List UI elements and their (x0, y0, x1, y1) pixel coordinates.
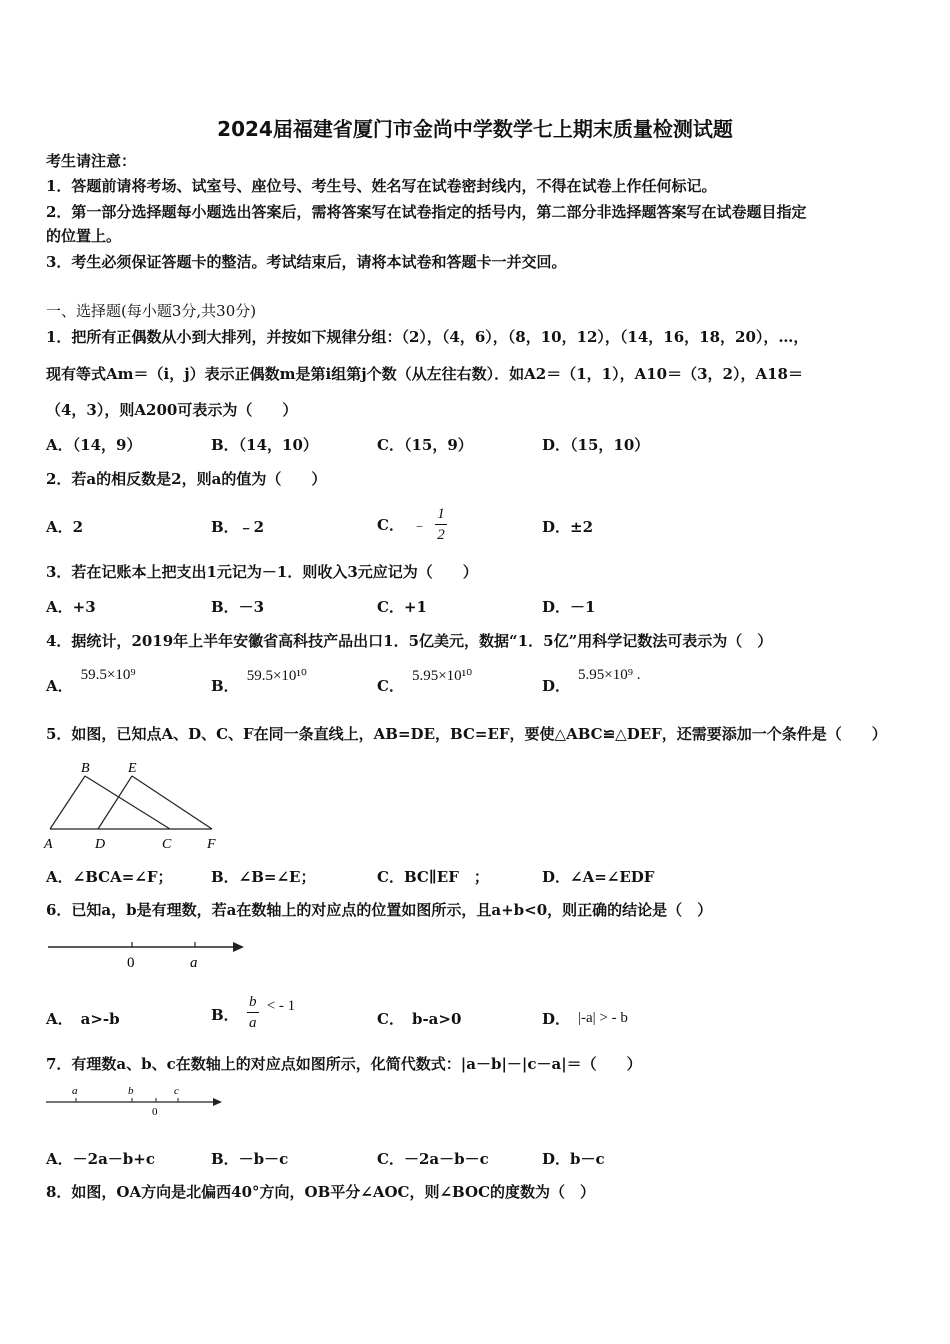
option-value: 5.95×10⁹ . (578, 667, 641, 683)
option-value-rest: < - 1 (266, 998, 296, 1014)
option-value: 59.5×10¹⁰ (246, 668, 307, 684)
option-value: a>-b (80, 1009, 120, 1028)
q1-option-d[interactable]: D．（15，10） (542, 436, 650, 454)
option-label: B． (211, 1006, 239, 1024)
q2-option-c-sign: ﹣ (411, 518, 427, 534)
fraction-denominator: 2 (437, 527, 445, 543)
axis-label-zero: 0 (127, 955, 135, 971)
q7-options (46, 1148, 906, 1172)
fraction-bar (435, 524, 447, 525)
axis-label-a: a (72, 1085, 78, 1097)
notice-header: 考生请注意： (46, 152, 137, 170)
label-c: C (162, 837, 172, 852)
notice-item-2-cont: 的位置上。 (46, 227, 122, 245)
q6-option-d[interactable] (542, 1008, 628, 1029)
axis-label-zero: 0 (152, 1106, 158, 1118)
q1-options (46, 434, 906, 458)
q4-option-b[interactable] (211, 668, 307, 696)
q2-options (46, 506, 906, 546)
option-value: |-a| > - b (578, 1010, 628, 1026)
notice-item-3: 3．考生必须保证答题卡的整洁。考试结束后，请将本试卷和答题卡一并交回。 (46, 253, 567, 271)
q2-option-d[interactable]: D．±2 (542, 518, 594, 536)
q1-line-1: 1．把所有正偶数从小到大排列，并按如下规律分组：（2），（4，6），（8，10，12），（14，16，18，20），…， (46, 328, 809, 346)
segment-ab (50, 776, 85, 829)
q6-option-b-fraction (247, 994, 259, 1031)
option-value: b-a>0 (411, 1009, 462, 1028)
q7-option-b[interactable]: B．－b－c (211, 1150, 289, 1168)
page-title: 2024届福建省厦门市金尚中学数学七上期末质量检测试题 (217, 117, 733, 141)
q2-option-c[interactable] (377, 506, 447, 543)
q6-option-c[interactable] (377, 1008, 461, 1029)
q2-option-c-label: C． (377, 516, 404, 534)
option-label: D． (542, 1010, 571, 1028)
q2-option-b[interactable]: B．﹣2 (211, 518, 265, 536)
q5-stem: 5．如图，已知点A、D、C、F在同一条直线上，AB=DE，BC=EF，要使△ABC≌△DEF，还需要添加一个条件是（ ） (46, 725, 887, 743)
q1-line-3: （4，3），则A200可表示为（ ） (46, 401, 298, 419)
label-f: F (207, 837, 216, 852)
q1-line-2: 现有等式Am＝（i，j）表示正偶数m是第i组第j个数（从左往右数）．如A2＝（1，1），A10＝（3，2），A18＝ (46, 365, 803, 383)
q4-options (46, 667, 906, 703)
q6-number-line (44, 935, 254, 975)
section-heading: 一、选择题(每小题3分,共30分) (46, 302, 257, 320)
option-label: C． (377, 1010, 404, 1028)
q3-option-c[interactable]: C．+1 (377, 598, 427, 616)
q3-option-b[interactable]: B．－3 (211, 598, 265, 616)
q7-option-d[interactable]: D．b－c (542, 1150, 605, 1168)
option-label: B． (211, 677, 239, 695)
q4-stem: 4．据统计，2019年上半年安徽省高科技产品出口1．5亿美元，数据“1．5亿”用科学记数法可表示为（ ） (46, 632, 773, 650)
q6-option-b[interactable] (211, 994, 295, 1031)
q7-stem: 7．有理数a、b、c在数轴上的对应点如图所示，化简代数式：|a－b|－|c－a|＝（ ） (46, 1055, 642, 1073)
option-label: C． (377, 677, 404, 695)
q4-option-a[interactable] (46, 667, 136, 696)
q3-stem: 3．若在记账本上把支出1元记为－1．则收入3元应记为（ ） (46, 563, 478, 581)
axis-arrow-icon (233, 942, 244, 952)
q5-triangle-figure (40, 756, 230, 852)
q1-option-c[interactable]: C．（15，9） (377, 436, 473, 454)
notice-item-2: 2．第一部分选择题每小题选出答案后，需将答案写在试卷指定的括号内，第二部分非选择题答案写在试卷题目指定 (46, 203, 807, 221)
q8-stem: 8．如图，OA方向是北偏西40°方向，OB平分∠AOC，则∠BOC的度数为（ ） (46, 1183, 596, 1201)
label-e: E (128, 761, 137, 776)
q3-option-d[interactable]: D．－1 (542, 598, 596, 616)
option-label: A． (46, 677, 73, 695)
fraction-numerator: 1 (437, 506, 445, 522)
q7-option-c[interactable]: C．－2a－b－c (377, 1150, 489, 1168)
q2-option-c-fraction (435, 506, 447, 543)
q2-stem: 2．若a的相反数是2，则a的值为（ ） (46, 470, 327, 488)
notice-item-1: 1．答题前请将考场、试室号、座位号、考生号、姓名写在试卷密封线内，不得在试卷上作任何标记。 (46, 177, 717, 195)
label-d: D (95, 837, 106, 852)
q6-option-a[interactable] (46, 1008, 120, 1029)
segment-ef (132, 776, 212, 829)
q5-option-c[interactable]: C．BC∥EF ； (377, 868, 489, 886)
option-value: 5.95×10¹⁰ (411, 668, 473, 684)
q6-options (46, 994, 906, 1038)
q5-options (46, 866, 906, 890)
q3-option-a[interactable]: A．+3 (46, 598, 96, 616)
axis-label-a: a (190, 955, 198, 971)
q4-option-c[interactable] (377, 668, 473, 696)
option-label: A． (46, 1010, 73, 1028)
q7-option-a[interactable]: A．－2a－b+c (46, 1150, 155, 1168)
q5-option-d[interactable]: D．∠A=∠EDF (542, 868, 655, 886)
label-a: A (44, 837, 53, 852)
fraction-numerator: b (248, 994, 257, 1010)
option-value: 59.5×10⁹ (80, 667, 136, 683)
fraction-bar (247, 1012, 259, 1013)
q5-option-a[interactable]: A．∠BCA=∠F； (46, 868, 173, 886)
q3-options (46, 596, 906, 620)
label-b: B (81, 761, 90, 776)
q1-option-b[interactable]: B．（14，10） (211, 436, 318, 454)
q4-option-d[interactable] (542, 667, 641, 696)
q5-option-b[interactable]: B．∠B=∠E； (211, 868, 316, 886)
axis-label-c: c (174, 1085, 179, 1097)
fraction-denominator: a (248, 1015, 257, 1031)
option-label: D． (542, 677, 571, 695)
q7-number-line (44, 1080, 234, 1120)
q2-option-a[interactable]: A．2 (46, 518, 84, 536)
q1-option-a[interactable]: A．（14，9） (46, 436, 142, 454)
q6-stem: 6．已知a，b是有理数，若a在数轴上的对应点的位置如图所示，且a+b<0，则正确的结论是（ ） (46, 901, 713, 919)
axis-arrow-icon (213, 1098, 222, 1106)
axis-label-b: b (128, 1085, 134, 1097)
